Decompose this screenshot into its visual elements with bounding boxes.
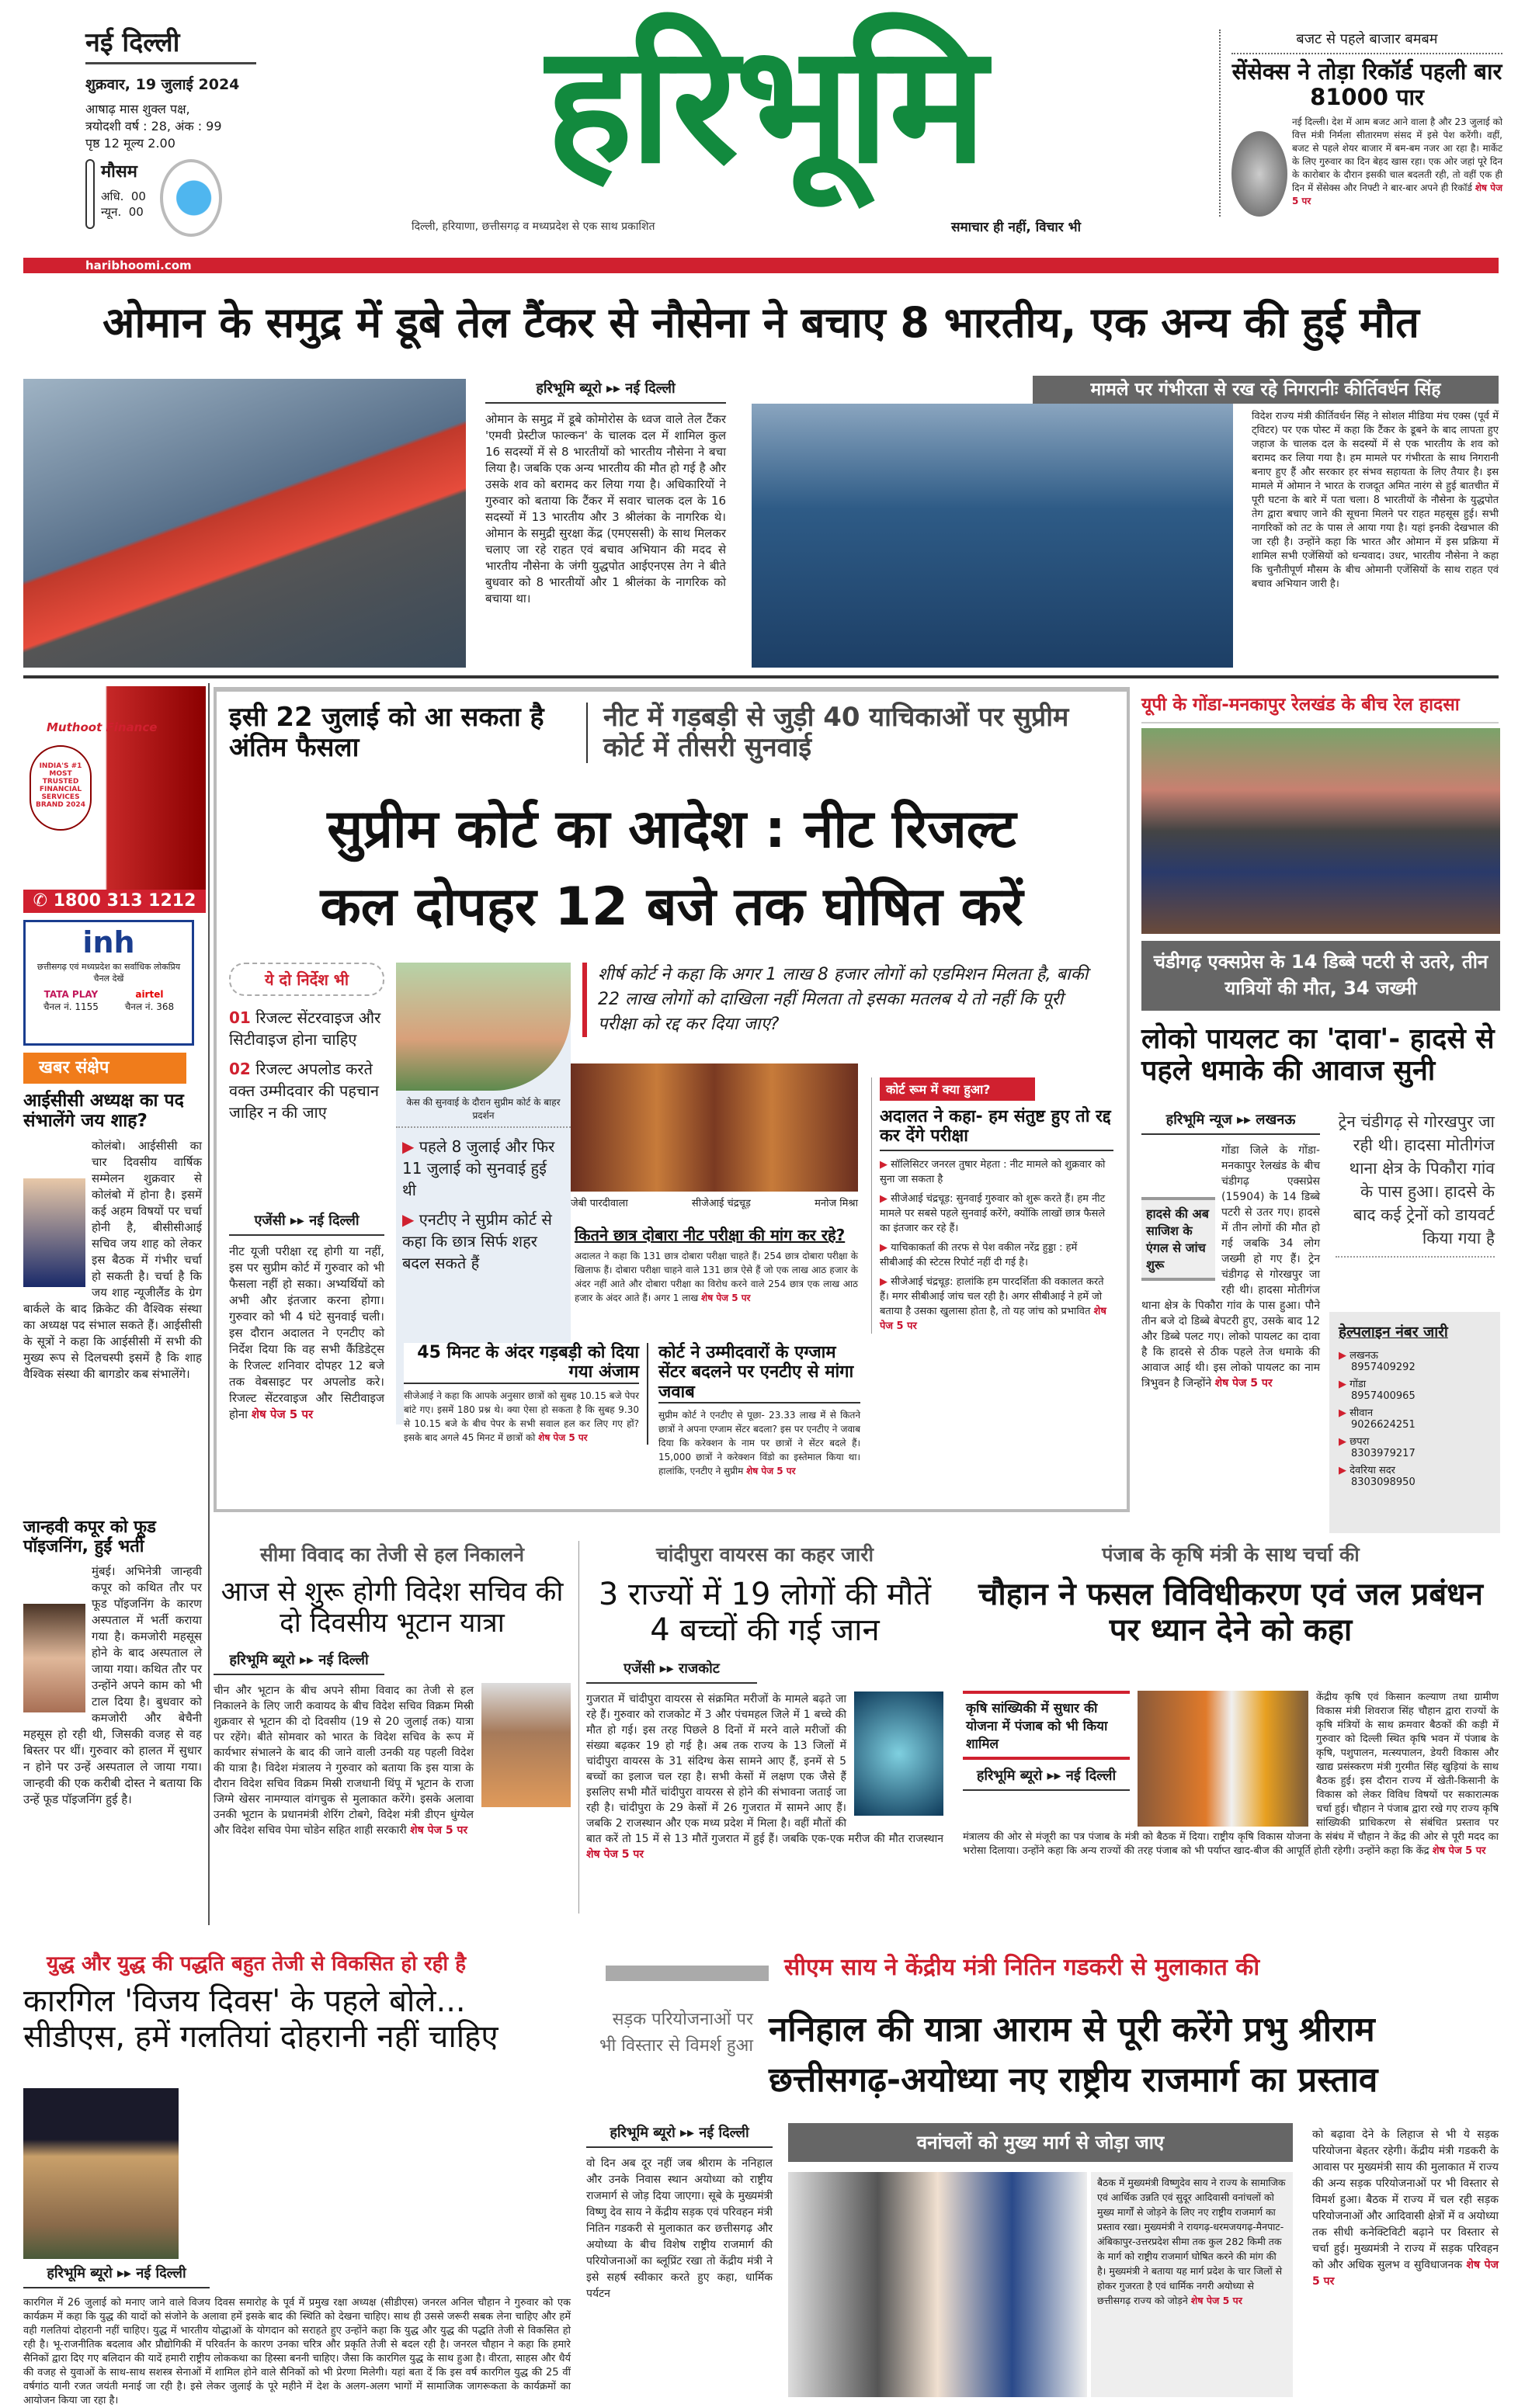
hindi-month: आषाढ़ मास शुक्ल पक्ष, (85, 102, 190, 116)
janhvi-story (23, 1518, 202, 1808)
tagline: समाचार ही नहीं, विचार भी (951, 220, 1081, 235)
airtel-channel: चैनल नं. 368 (124, 1001, 175, 1012)
cds-photo (23, 2088, 179, 2259)
neet-body: नीट यूजी परीक्षा रद्द होगी या नहीं, इस पर सुप्रीम कोर्ट में गुरुवार को भी फैसला नहीं हो सका। अभ्यर्थियों को अभी और इंतजार करना होगा। गुरुवार को भी 4 घंटे सुनवाई चली। इस दौरान अदालत ने एनटीए को निर्देश दिया कि वह सभी कैंडिडेट्स के रिजल्ट शनिवार दोपहर 12 बजे तक वेबसाइट पर अपलोड करे। रिजल्ट सेंटरवाइज और सिटीवाइज होना (229, 1244, 384, 1421)
cloud-icon (160, 159, 222, 237)
edition-city: नई दिल्ली (85, 23, 256, 64)
pointer-icon (606, 1966, 769, 1981)
pages-price: पृष्ठ 12 मूल्य 2.00 (85, 136, 175, 151)
center-body: सुप्रीम कोर्ट ने एनटीए से पूछा- 23.33 लाख में से कितने छात्रों ने अपना एग्जाम सेंटर बदला? इस पर एनटीए ने जवाब दिया कि करेक्शन के नाम पर छात्रों ने सेंटर बदले हैं। 15,000 छात्रों ने करेक्शन विंडो का इस्तेमाल किया था। हालांकि, एनटीए ने सुप्रीम (658, 1409, 860, 1476)
side-body: विदेश राज्य मंत्री कीर्तिवर्धन सिंह ने सोशल मीडिया मंच एक्स (पूर्व में ट्विटर) पर एक पोस्ट में कहा कि टैंकर के डूबने के बाद लापता हुए जहाज के चालक दल के सदस्यों में से एक भारतीय के शव को बरामद कर लिया गया है। हम मामले पर गंभीरता के साथ निगरानी बनाए हुए हैं और सरकार हर संभव सहायता के लिए तैयार है। इस मामले में ओमान ने भारत के राजदूत अमित नारंग से हुई बातचीत में पूरी घटना के बारे में पता चला। 8 भारतीयों के नौसेना के युद्धपोत तेग द्वारा बचाए जाने की सूचना मिलने पर राहत महसूस हुई। सभी नागरिकों को तट के पास ले आया गया है। यहां इनकी देखभाल की जा रही है। उन्होंने कहा कि भारत और ओमान में इस प्रक्रिया में शामिल सभी एजेंसियों को धन्यवाद। उधर, भारतीय नौसेना ने कहा कि चुनौतीपूर्ण मौसम के बीच ओमानी एजेंसियों के साथ राहत एवं बचाव अभियान जारी है। (1252, 411, 1499, 590)
column-divider (208, 683, 210, 1925)
retest-headline: कितने छात्र दोबारा नीट परीक्षा की मांग कर रहे? (575, 1226, 846, 1244)
quote: शीर्ष कोर्ट ने कहा कि अगर 1 लाख 8 हजार लोगों को एडमिशन मिलता है, बाकी 22 लाख लोगों को दाखिला नहीं मिलता तो इसका मतलब ये तो नहीं कि पूरी परीक्षा को रद्द कर दिया जाए? (582, 963, 1103, 1037)
highway-body: वो दिन अब दूर नहीं जब श्रीराम के ननिहाल और उनके निवास स्थान अयोध्या को राष्ट्रीय राजमार्ग से जोड़ दिया जाएगा। सूबे के मुख्यमंत्री विष्णु देव साय ने केंद्रीय सड़क एवं परिवहन मंत्री नितिन गडकरी से मुलाकात कर छत्तीसगढ़ और अयोध्या के बीच विशेष राष्ट्रीय राजमार्ग की परियोजनाओं का ब्लूप्रिंट रखा तो केंद्रीय मंत्री ने इसे सहर्ष स्वीकार करते हुए कहा, धार्मिक पर्यटन (586, 2157, 773, 2300)
retest-body: अदालत ने कहा कि 131 छात्र दोबारा परीक्षा चाहते हैं। 254 छात्र दोबारा परीक्षा के खिलाफ हैं। दोबारा परीक्षा चाहने वाले 131 छात्र ऐसे हैं जो एक लाख आठ हजार के अंदर नहीं आते और दोबारा परीक्षा का विरोध करने वाले 254 छात्र एक लाख आठ हजार के अंदर आते हैं। अगर 1 लाख (575, 1251, 858, 1303)
neet-headline-2: कल दोपहर 12 बजे तक घोषित करें (320, 876, 1023, 938)
market-box (1219, 29, 1502, 217)
phone-number: 1800 313 1212 (53, 891, 196, 911)
lead-story (485, 379, 726, 607)
court-point: ▶ सॉलिसिटर जनरल तुषार मेहता : नीट मामले को शुक्रवार को सुना जा सकता है (880, 1157, 1113, 1187)
market-headline: सेंसेक्स ने तोड़ा रिकॉर्ड पहली बार 81000 पार (1231, 58, 1502, 111)
center-story (658, 1343, 860, 1478)
helpline-place: सीवान (1350, 1407, 1374, 1419)
market-kicker: बजट से पहले बाजार बमबम (1231, 29, 1502, 54)
inh-text: छत्तीसगढ़ एवं मध्यप्रदेश का सर्वाधिक लोकप्रिय चैनल देखें (36, 962, 181, 984)
max-temp-label: अधि. (101, 189, 124, 203)
rail-body: गोंडा जिले के गोंडा- मनकापुर रेलखंड के बीच चंडीगढ़ एक्सप्रेस (15904) के 14 डिब्बे पटरी से उतर गए। हादसे में तीन लोगों की मौत हो गई जबकि 34 लोग जख्मी हो गए हैं। ट्रेन चंडीगढ़ से गोरखपुर जा रही थी। हादसा मोतीगंज थाना क्षेत्र के पिकौरा गांव के पास हुआ। पौने तीन बजे दो डिब्बे बेपटरी हुए, उसके बाद 12 और डिब्बे पलट गए। लोको पायलट का दावा है कि हादसे से ठीक पहले तेज धमाके की आवाज आई थी। इस लोको पायलट का नाम त्रिभुवन है जिन्होंने (1141, 1144, 1320, 1390)
point: ▶ एनटीए ने सुप्रीम कोर्ट से कहा कि छात्र सिर्फ शहर बदल सकते हैं (396, 1201, 571, 1274)
judge-names (571, 1195, 858, 1209)
agri-ministers-photo (1138, 1691, 1308, 1827)
cds-kicker: युद्ध और युद्ध की पद्धति बहुत तेजी से विकसित हो रही है (47, 1952, 467, 1976)
point: ▶ पहले 8 जुलाई और फिर 11 जुलाई को सुनवाई हुई थी (396, 1128, 571, 1201)
helpline-place: छपरा (1350, 1436, 1370, 1448)
leak-body: सीजेआई ने कहा कि आपके अनुसार छात्रों को सुबह 10.15 बजे पेपर बांटे गए। इसमें 180 प्रश्न थे। क्या ऐसा हो सकता है कि सुबह 9.30 से 10.15 बजे के बीच पेपर के सभी सवाल हल कर लिए गए हों? इसके बाद अगले 45 मिनट में छात्रों को (404, 1390, 639, 1443)
court-room-box (871, 1077, 1113, 1334)
continued-link[interactable]: शेष पेज 5 पर (586, 1848, 644, 1861)
highway-right (1312, 2127, 1499, 2290)
highway-story (586, 2123, 773, 2302)
janhvi-photo (23, 1604, 85, 1712)
highway-headline-2: छत्तीसगढ़-अयोध्या नए राष्ट्रीय राजमार्ग का प्रस्ताव (769, 2060, 1378, 2100)
byline: हरिभूमि न्यूज ▸▸ लखनऊ (1141, 1110, 1320, 1135)
virus-story (586, 1541, 943, 1862)
virus-headline: 3 राज्यों में 19 लोगों की मौतें 4 बच्चों की गई जान (598, 1577, 932, 1648)
leak-headline: 45 मिनट के अंदर गड़बड़ी को दिया गया अंजाम (404, 1343, 639, 1384)
max-temp-value: 00 (130, 189, 146, 203)
continued-link[interactable]: शेष पेज 5 पर (1190, 2295, 1242, 2306)
tataplay-channel: चैनल नं. 1155 (43, 1001, 99, 1012)
court-headline: अदालत ने कहा- हम संतुष्ट हुए तो रद्द कर देंगे परीक्षा (880, 1107, 1113, 1151)
directive-number: 01 (229, 1008, 251, 1027)
jay-shah-photo (23, 1178, 85, 1287)
court-point: ▶ याचिकाकर्ता की तरफ से पेश वकील नरेंद्र हुड्डा : हमें सीबीआई की स्टेटस रिपोर्ट नहीं दी गई है। (880, 1240, 1113, 1270)
muthoot-badge: INDIA'S #1 MOST TRUSTED FINANCIAL SERVICES BRAND 2024 (30, 745, 92, 831)
byline: हरिभूमि ब्यूरो ▸▸ नई दिल्ली (485, 379, 726, 404)
directives (229, 963, 384, 1123)
tataplay-logo: TATA PLAY (43, 989, 99, 1000)
byline: हरिभूमि ब्यूरो ▸▸ नई दिल्ली (23, 2088, 210, 2288)
byline: हरिभूमि ब्यूरो ▸▸ नई दिल्ली (214, 1650, 384, 1675)
cds-body: कारगिल में 26 जुलाई को मनाए जाने वाले विजय दिवस समारोह के पूर्व में प्रमुख रक्षा अध्यक्ष (सीडीएस) जनरल अनिल चौहान ने गुरुवार को एक कार्यक्रम में कहा कि युद्ध की यादों को संजोने के अलावा हमें इसके बाद की स्थिति को देखना चाहिए। साथ ही उससे जरूरी सबक लेना चाहिए और हमें वही गलतियां दोहरानी नहीं चाहिए। युद्ध में भारतीय योद्धाओं के योगदान को सराहते हुए उन्होंने कहा कि युद्ध और युद्ध की पद्धति तेजी से विकसित हो रही है। भू-राजनीतिक बदलाव और प्रौद्योगिकी में परिवर्तन के कारण उनका चरित्र और प्रकृति तेजी से बदल रही है। जनरल चौहान ने कहा कि हमारे सैनिकों द्वारा दिए गए बलिदान की यादें हमारी राष्ट्रीय लोककथा का हिस्सा बननी चाहिए। जैसा कि कारगिल युद्ध के साथ हुआ है। वीरता, साहस और धैर्य की वजह से युवाओं के साथ-साथ सशस्त्र सेनाओं में शामिल होने वाले सैनिकों को भी प्रेरणा मिलेगी। यहां बता दें कि इस वर्ष कारगिल युद्ध की 25 वीं वर्षगांठ यानी रजत जयंती मनाई जा रही है। इसे लेकर जुलाई के पूरे महीने में देश के अलग-अलग भागों में सामाजिक जागरूकता के कार्यक्रमों का आयोजन किया जा रहा है। (23, 2297, 571, 2406)
muthoot-phone: ✆ 1800 313 1212 (23, 890, 206, 913)
byline: एजेंसी ▸▸ राजकोट (586, 1659, 757, 1684)
cds-story (23, 2088, 571, 2408)
continued-link[interactable]: शेष पेज 5 पर (1292, 182, 1502, 206)
continued-link[interactable]: शेष पेज 5 पर (538, 1431, 588, 1443)
judge-name: मनोज मिश्रा (815, 1198, 858, 1209)
court-label: कोर्ट रूम में क्या हुआ? (880, 1077, 1035, 1101)
market-body: नई दिल्ली। देश में आम बजट आने वाला है और 23 जुलाई को वित्त मंत्री निर्मला सीतारमण संसद में इसे पेश करेंगी। वहीं, बजट से पहले शेयर बाजार में बम-बम नजर आ रहा है। मार्केट के लिए गुरुवार का दिन बेहद खास रहा। एक ओर जहां पूरे दिन के कारोबार के दौरान इसकी चाल बदलती रही, तो वहीं एक ही दिन में सेंसेक्स और निफ्टी ने बार-बार अपने ही रिकॉर्ड (1292, 116, 1502, 193)
agri-story (963, 1541, 1499, 1648)
directive-text: रिजल्ट सेंटरवाइज और सिटीवाइज होना चाहिए (229, 1008, 381, 1049)
inh-logo: inh (82, 925, 135, 959)
virus-photo (854, 1691, 943, 1816)
bhutan-kicker: सीमा विवाद का तेजी से हल निकालने (260, 1543, 524, 1566)
virus-kicker: चांदीपुरा वायरस का कहर जारी (656, 1543, 874, 1566)
directives-label: ये दो निर्देश भी (229, 963, 384, 996)
highway-headline-1: ननिहाल की यात्रा आराम से पूरी करेंगे प्रभु श्रीराम (769, 2010, 1375, 2049)
icc-story (23, 1091, 202, 1383)
helpline-heading: हेल्पलाइन नंबर जारी (1339, 1324, 1448, 1341)
agri-body (963, 1691, 1499, 1858)
muthoot-brand: Muthoot Finance (47, 720, 158, 734)
market-photo (1231, 131, 1287, 217)
rescue-boat-photo (23, 379, 466, 668)
airtel-logo: airtel (135, 989, 164, 1000)
janhvi-headline: जान्हवी कपूर को फूड पॉइजनिंग, हुईं भर्ती (23, 1518, 156, 1557)
helpline-place: गोंडा (1350, 1379, 1367, 1390)
column-divider (578, 1541, 579, 1914)
neet-kicker-left: इसी 22 जुलाई को आ सकता है अंतिम फैसला (229, 702, 544, 764)
helpline-number[interactable]: 8957400965 (1351, 1390, 1416, 1402)
continued-link[interactable]: शेष पेज 5 पर (251, 1407, 314, 1421)
rail-story (1141, 1110, 1320, 1391)
photo-caption: केस की सुनवाई के दौरान सुप्रीम कोर्ट के बाहर प्रदर्शन (396, 1091, 571, 1128)
highway-box-heading: वनांचलों को मुख्य मार्ग से जोड़ा जाए (788, 2123, 1293, 2162)
continued-link[interactable]: शेष पेज 5 पर (1432, 1845, 1486, 1857)
highway-pullquote: सड़क परियोजनाओं पर भी विस्तार से विमर्श हुआ (599, 2010, 753, 2056)
weather-label: मौसम (101, 162, 137, 182)
muthoot-ad[interactable] (23, 686, 206, 913)
agri-left (963, 1691, 1130, 1799)
min-temp-label: न्यून. (101, 205, 122, 219)
bhutan-headline: आज से शुरू होगी विदेश सचिव की दो दिवसीय भूटान यात्रा (221, 1577, 564, 1639)
highway-box-body (1091, 2172, 1293, 2397)
cds-headline: कारगिल 'विजय दिवस' के पहले बोले... सीडीएस, हमें गलतियां दोहरानी नहीं चाहिए (23, 1983, 498, 2055)
supreme-court-photo (396, 963, 571, 1091)
website-link[interactable]: haribhoomi.com (85, 258, 192, 272)
icc-headline: आईसीसी अध्यक्ष का पद संभालेंगे जय शाह? (23, 1091, 184, 1132)
court-point: ▶ सीजेआई चंद्रचूड़: सुनवाई गुरुवार को शुरू करते हैं। हम नीट मामले पर सबसे पहले सुनवाई करेंगे, क्योंकि लाखों छात्र फैसले का इंतजार कर रहे हैं। (880, 1192, 1113, 1236)
byline: हरिभूमि ब्यूरो ▸▸ नई दिल्ली (963, 1766, 1130, 1791)
news-brief-label: खबर संक्षेप (23, 1053, 186, 1084)
warship-photo (752, 404, 1233, 668)
agri-subhead: कृषि सांख्यिकी में सुधार की योजना में पंजाब को भी किया शामिल (963, 1691, 1130, 1760)
tithi: त्रयोदशी वर्ष : 28, अंक : 99 (85, 119, 222, 134)
directive-text: रिजल्ट अपलोड करते वक्त उम्मीदवार की पहचान जाहिर न की जाए (229, 1060, 379, 1122)
newspaper-logo: हरिभूमि (546, 9, 984, 200)
inh-ad[interactable] (23, 920, 194, 1046)
agri-headline: चौहान ने फसल विविधीकरण एवं जल प्रबंधन पर ध्यान देने को कहा (978, 1577, 1484, 1648)
byline: एजेंसी ▸▸ नई दिल्ली (229, 1211, 384, 1236)
judges-photo (571, 1063, 858, 1192)
continued-link[interactable]: शेष पेज 5 पर (746, 1465, 796, 1476)
helpline-box (1329, 1312, 1500, 1533)
neet-headline-1: सुप्रीम कोर्ट का आदेश : नीट रिजल्ट (327, 799, 1016, 860)
continued-link[interactable]: शेष पेज 5 पर (1312, 2259, 1499, 2288)
center-headline: कोर्ट ने उम्मीदवारों के एग्जाम सेंटर बदलने पर एनटीए से मांगा जवाब (658, 1343, 860, 1404)
rail-pullquote: ट्रेन चंडीगढ़ से गोरखपुर जा रही थी। हादसा मोतीगंज थाना क्षेत्र के पिकौरा गांव के पास हुआ। हादसे के बाद कई ट्रेनों को डायवर्ट किया गया है (1336, 1110, 1495, 1258)
helpline-number[interactable]: 8957409292 (1351, 1362, 1416, 1373)
highway-kicker: सीएम साय ने केंद्रीय मंत्री नितिन गडकरी से मुलाकात की (784, 1954, 1260, 1981)
continued-link[interactable]: शेष पेज 5 पर (410, 1823, 468, 1837)
side-heading: मामले पर गंभीरता से रख रहे निगरानीः कीर्तिवर्धन सिंह (1033, 376, 1499, 404)
rail-subhead: हादसे की अब साजिश के एंगल से जांच शुरू (1141, 1197, 1215, 1281)
neet-main-story (229, 1211, 384, 1423)
retest-story (575, 1227, 858, 1305)
issue-date: शुक्रवार, 19 जुलाई 2024 (85, 76, 240, 93)
lead-headline: ओमान के समुद्र में डूबे तेल टैंकर से नौसेना ने बचाए 8 भारतीय, एक अन्य की हुई मौत (102, 298, 1419, 347)
masthead-left (85, 23, 256, 237)
rail-headline: लोको पायलट का 'दावा'- हादसे से पहले धमाके की आवाज सुनी (1141, 1023, 1495, 1088)
rail-kicker: यूपी के गोंडा-मनकापुर रेलखंड के बीच रेल हादसा (1141, 691, 1499, 723)
editions-line: दिल्ली, हरियाणा, छत्तीसगढ़ व मध्यप्रदेश से एक साथ प्रकाशित (412, 220, 655, 233)
website-bar (23, 258, 1499, 273)
min-temp-value: 00 (128, 205, 144, 219)
box-body-text: बैठक में मुख्यमंत्री विष्णुदेव साय ने राज्य के सामाजिक एवं आर्थिक उन्नति एवं सुदूर आदिवासी वनांचलों को मुख्य मार्गों से जोड़ने के लिए नए राष्ट्रीय राजमार्ग का प्रस्ताव रखा। मुख्यमंत्री ने रायगढ़-धरमजयगढ़-मैनपाट-अंबिकापुर-उत्तरप्रदेश सीमा तक कुल 282 किमी तक के मार्ग को राष्ट्रीय राजमार्ग घोषित करने की मांग की है। मुख्यमंत्री ने बताया यह मार्ग प्रदेश के चार जिलों से होकर गुजरता है एवं धार्मिक नगरी अयोध्या से छत्तीसगढ़ राज्य को जोड़ने (1097, 2177, 1286, 2306)
continued-link[interactable]: शेष पेज 5 पर (880, 1305, 1106, 1332)
helpline-place: देवरिया सदर (1350, 1465, 1396, 1476)
helpline-number[interactable]: 9026624251 (1351, 1419, 1416, 1431)
divider (23, 675, 1499, 678)
janhvi-body: मुंबई। अभिनेत्री जान्हवी कपूर को कथित तौर पर फूड पॉइजनिंग के कारण अस्पताल में भर्ती कराया गया है। कमजोरी महसूस होने के बाद अस्पताल ले जाया गया। कथित तौर पर उन्होंने अपने काम को भी टाल दिया है। बुधवार को कमजोरी और बेचैनी महसूस हो रही थी, जिसकी वजह से वह बिस्तर पर थीं। गुरुवार को हालत में सुधार न होने पर उन्हें अस्पताल ले जाया गया। जान्हवी की एक करीबी दोस्त ने बताया कि उन्हें फूड पॉइजनिंग हुई है। (23, 1563, 202, 1806)
leak-story (404, 1343, 648, 1445)
court-point: ▶ सीजेआई चंद्रचूड़: हालांकि हम पारदर्शिता की वकालत करते हैं। मगर सीबीआई जांच चल रही है। अगर सीबीआई ने हमें जो बताया है उसका खुलासा होता है, तो यह जांच को प्रभावित (880, 1276, 1104, 1317)
train-accident-photo (1141, 728, 1500, 934)
weather-box (85, 159, 256, 237)
lead-body: ओमान के समुद्र में डूबे कोमोरोस के ध्वज वाले तेल टैंकर 'एमवी प्रेस्टीज फाल्कन' के चालक दल में शामिल कुल 16 सदस्यों में से 8 भारतीयों को भारतीय नौसेना ने बचा लिया है। जबकि एक अन्य भारतीय की मौत हो गई है और उसके शव को बरामद कर लिया गया है। अधिकारियों ने गुरुवार को बताया कि टैंकर में सवार चालक दल के 16 सदस्यों में 13 भारतीय और 3 श्रीलंका के नागरिक थे। ओमान के समुद्री सुरक्षा केंद्र (एमएससी) के साथ मिलकर चलाए जा रहे राहत एवं बचाव अभियान की मदद से भारतीय नौसेना के जंगी युद्धपोत आईएनएस तेग ने बीते बुधवार को 8 भारतीयों और 1 श्रीलंका के नागरिक को बचाया था। (485, 412, 726, 605)
thermometer-icon (85, 159, 95, 229)
bhutan-story (214, 1541, 571, 1838)
bhutan-body: चीन और भूटान के बीच अपने सीमा विवाद का तेजी से हल निकालने के लिए जारी कवायद के बीच विदेश सचिव विक्रम मिस्री शुक्रवार से भूटान की दो दिवसीय (19 से 20 जुलाई तक) यात्रा पर रहेंगे। बीते सोमवार को भारत के विदेश सचिव के रूप में कार्यभार संभालने के बाद की जाने वाली उनकी यह पहली विदेश की यात्रा है। विदेश मंत्रालय ने गुरुवार को बताया कि इस यात्रा के दौरान विदेश सचिव विक्रम मिस्री राजधानी थिंपू में भूटान के राजा जिग्मे खेसर नामग्याल वांगचुक से मुलाकात करेंगे। इसके अलावा उनकी भूटान के प्रधानमंत्री शेरिंग टोबगे, विदेश मंत्री डीएन धुंग्येल और विदेश सचिव पेमा चोडेन सहित शाही सरकारी (214, 1684, 474, 1837)
judge-name: सीजेआई चंद्रचूड़ (691, 1198, 751, 1209)
icc-body: कोलंबो। आईसीसी का चार दिवसीय वार्षिक सम्मेलन शुक्रवार से कोलंबो में होना है। इसमें कई अहम विषयों पर चर्चा होनी है, बीसीसीआई सचिव जय शाह को लेकर इस बैठक में गंभीर चर्चा हो सकती है। चर्चा है कि जय शाह न्यूजीलैंड के ग्रेग बार्कले के बाद क्रिकेट की वैश्विक संस्था का अध्यक्ष पद संभाल सकते हैं। आईसीसी के सूत्रों ने कहा कि आईसीसी में सभी की मुख्य रूप से दिलचस्पी इसमें है कि शाह वैश्विक संस्था की बागडोर कब संभालेंगे। (23, 1138, 202, 1381)
agri-body-text: केंद्रीय कृषि एवं किसान कल्याण तथा ग्रामीण विकास मंत्री शिवराज सिंह चौहान द्वारा राज्यों के कृषि मंत्रियों के साथ क्रमवार बैठकों की कड़ी में गुरुवार को दिल्ली स्थित कृषि भवन में पंजाब के कृषि, पशुपालन, मत्स्यपालन, डेयरी विकास और खाद्य प्रसंस्करण मंत्री गुरमीत सिंह खुड़ियां के साथ बैठक हुई। इस दौरान राज्य में खेती-किसानी के विकास को लेकर विविध विषयों पर सकारात्मक चर्चा हुई। चौहान ने पंजाब द्वारा रखे गए राज्य कृषि सांख्यिकी प्राधिकरण से संबंधित प्रस्ताव पर मंत्रालय की ओर से मंजूरी का पत्र पंजाब के मंत्री को बैठक में दिया। राष्ट्रीय कृषि विकास योजना के संबंध में चौहान ने केंद्र की ओर से पूरी मदद का भरोसा दिलाया। उन्होंने कहा कि अन्य राज्यों की तरह पंजाब को भी पर्याप्त खाद-बीज की आपूर्ति होती रहेगी। उन्होंने कहा कि केंद्र (963, 1691, 1499, 1857)
vikram-misri-photo (481, 1683, 571, 1807)
continued-link[interactable]: शेष पेज 5 पर (701, 1292, 751, 1303)
rail-caption: चंडीगढ़ एक्सप्रेस के 14 डिब्बे पटरी से उतरे, तीन यात्रियों की मौत, 34 जख्मी (1141, 941, 1500, 1011)
helpline-number[interactable]: 8303098950 (1351, 1476, 1416, 1488)
gadkari-meeting-photo (788, 2172, 1087, 2397)
helpline-number[interactable]: 8303979217 (1351, 1448, 1416, 1459)
virus-body: गुजरात में चांदीपुरा वायरस से संक्रमित मरीजों के मामले बढ़ते जा रहे हैं। गुरुवार को राजकोट में 3 और पंचमहल जिले में 1 बच्चे की मौत हो गई। इस तरह पिछले 8 दिनों में मरने वाले मरीजों की संख्या बढ़कर 19 हो गई है। अब तक राज्य के 13 जिलों में चांदीपुरा वायरस के 31 संदिग्ध केस सामने आए हैं, इनमें से 5 बच्चों का इलाज चल रहा है। सभी केसों में लक्षण एक जैसे हैं इसलिए सभी मौतें चांदीपुरा वायरस से होने की संभावना जताई जा रही है। चांदीपुरा के 29 केसों में 26 गुजरात में सामने आए हैं। जबकि 2 राजस्थान और एक मध्य प्रदेश में मिला है। वहीं मौतों की बात करें तो 15 में से 13 मौतें गुजरात में हुई हैं। जबकि एक-एक मरीज की मौत राजस्थान (586, 1693, 943, 1845)
neet-kicker-right: नीट में गड़बड़ी से जुड़ी 40 याचिकाओं पर सुप्रीम कोर्ट में तीसरी सुनवाई (586, 703, 1099, 763)
byline: हरिभूमि ब्यूरो ▸▸ नई दिल्ली (586, 2123, 773, 2148)
agri-kicker: पंजाब के कृषि मंत्री के साथ चर्चा की (1102, 1543, 1360, 1566)
highway-right-body: को बढ़ावा देने के लिहाज से भी ये सड़क परियोजना बेहतर रहेगी। केंद्रीय मंत्री गडकरी के आवास पर मुख्यमंत्री साय की मुलाकात में राज्य की अन्य सड़क परियोजनाओं पर भी विस्तार से विमर्श हुआ। बैठक में राज्य में चल रही सड़क परियोजनाओं और आदिवासी क्षेत्रों में व अयोध्या तक सीधी कनेक्टिविटी बढ़ाने पर विस्तार से चर्चा हुई। मुख्यमंत्री ने राज्य में सड़क परिवहन को और अधिक सुलभ व सुविधाजनक (1312, 2129, 1499, 2271)
continued-link[interactable]: शेष पेज 5 पर (1214, 1377, 1273, 1390)
judge-name: जेबी पारदीवाला (571, 1198, 628, 1209)
directive-number: 02 (229, 1060, 251, 1078)
helpline-place: लखनऊ (1350, 1350, 1379, 1362)
